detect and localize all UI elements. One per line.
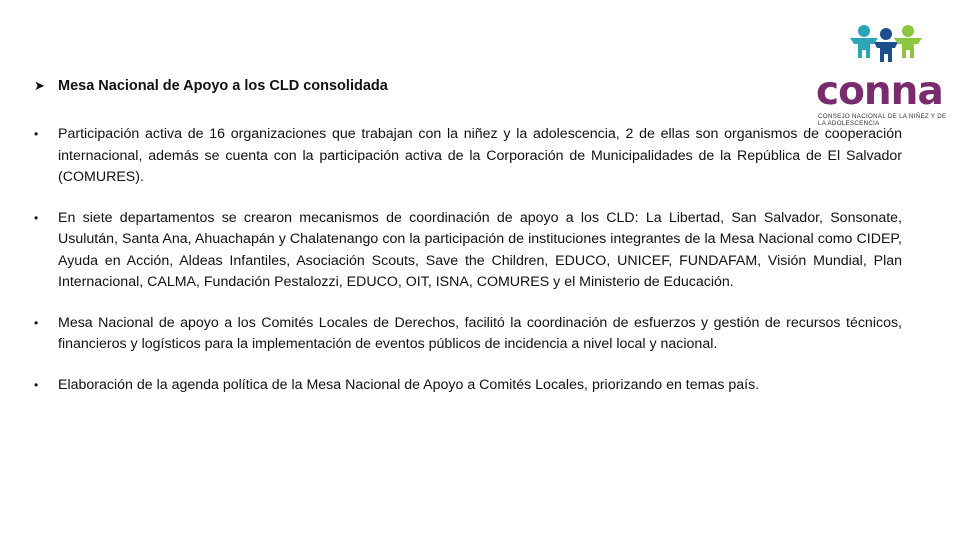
- bullet-dot-icon: •: [34, 315, 39, 330]
- list-item: [34, 124, 902, 189]
- arrow-right-check-icon: ➤: [34, 78, 45, 93]
- list-item: [34, 313, 902, 356]
- list-item-text: Mesa Nacional de apoyo a los Comités Locales de Derechos, facilitó la coordinación de esfuerzos y gestión de recursos técnicos, financieros y logísticos para la implementación de eventos públicos de incidencia a nivel local y nacional.: [58, 314, 902, 352]
- list-item: [34, 208, 902, 294]
- list-item-text: En siete departamentos se crearon mecanismos de coordinación de apoyo a los CLD: La Libertad, San Salvador, Sonsonate, Usulután, Santa Ana, Ahuachapán y Chalatenango con la participación de instituciones integrantes de la Mesa Nacional como CIDEP, Ayuda en Acción, Aldeas Infantiles, Asociación Scouts, Save the Children, EDUCO, UNICEF, FUNDAFAM, Visión Mundial, Plan Internacional, CALMA, Fundación Pestalozzi, EDUCO, OIT, ISNA, COMURES y el Ministerio de Educación.: [58, 209, 902, 290]
- heading-text: Mesa Nacional de Apoyo a los CLD consolidada: [58, 78, 388, 94]
- bullet-dot-icon: •: [34, 377, 39, 392]
- conna-logo: [812, 22, 954, 127]
- section-heading: [34, 78, 388, 94]
- bullet-list: [34, 124, 902, 415]
- list-item-text: Elaboración de la agenda política de la Mesa Nacional de Apoyo a Comités Locales, priorizando en temas país.: [58, 376, 760, 393]
- logo-subtitle: CONSEJO NACIONAL DE LA NIÑEZ Y DE LA ADOLESCENCIA: [818, 113, 947, 127]
- bullet-dot-icon: •: [34, 127, 39, 141]
- list-item: [34, 375, 902, 397]
- logo-wordmark: conna: [816, 69, 943, 114]
- list-item-text: Participación activa de 16 organizaciones que trabajan con la niñez y la adolescencia, 2 de ellas son organismos de cooperación internacional, además se cuenta con la participación activa de la Corporación de Municipalidades de la República de El Salvador (COMURES).: [58, 126, 902, 185]
- bullet-dot-icon: •: [34, 210, 39, 225]
